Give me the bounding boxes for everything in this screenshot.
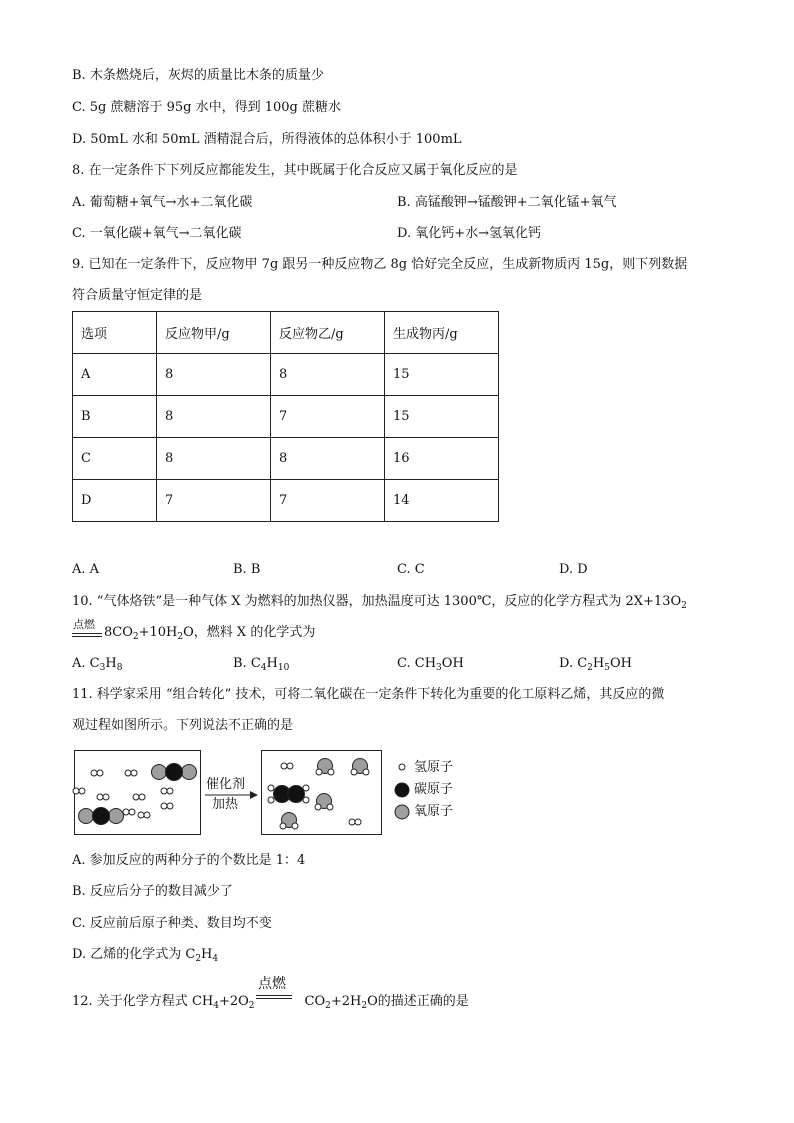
formula-part: 8CO [104, 625, 133, 640]
table-cell: C [73, 438, 157, 480]
subscript: 8 [116, 663, 123, 673]
subscript: 5 [604, 663, 610, 673]
carbon-dioxide-molecule [79, 808, 124, 825]
q8-option-b: B. 高锰酸钾→锰酸钾+二氧化锰+氧气 [397, 195, 617, 210]
formula-part: +2O [218, 994, 249, 1009]
table-cell: 7 [157, 480, 271, 522]
subscript: 2 [587, 663, 593, 673]
q9-option-b: B. B [233, 562, 261, 577]
hydrogen-molecule [161, 788, 173, 794]
table-header-cell: 反应物乙/g [271, 312, 385, 354]
table-cell: 15 [385, 354, 499, 396]
hydrogen-molecule [281, 763, 293, 769]
table-header-cell: 生成物丙/g [385, 312, 499, 354]
hydrogen-molecule [133, 794, 145, 800]
formula-part: D. C [559, 656, 588, 671]
formula-part: 12. 关于化学方程式 CH [72, 994, 214, 1009]
q9-option-c: C. C [397, 562, 425, 577]
water-molecule [351, 759, 369, 776]
hydrogen-molecule [349, 819, 361, 825]
q11-option-b: B. 反应后分子的数目减少了 [72, 884, 233, 899]
formula-part: A. C [72, 656, 100, 671]
table-cell: 8 [271, 438, 385, 480]
legend-oxygen-label: 氧原子 [414, 804, 454, 819]
water-molecule [316, 759, 334, 776]
table-cell: A [73, 354, 157, 396]
q9-option-d: D. D [559, 562, 588, 577]
formula-part: +10H [138, 625, 178, 640]
table-cell: D [73, 480, 157, 522]
subscript: 2 [177, 632, 184, 642]
formula-part: CO [304, 994, 326, 1009]
subscript: 2 [325, 1001, 331, 1011]
formula-part: H [105, 656, 117, 671]
formula-part: OH [441, 656, 464, 671]
formula-part: D. 乙烯的化学式为 C [72, 947, 196, 962]
q11-option-d [72, 946, 218, 964]
hydrogen-molecule [73, 788, 85, 794]
table-cell: B [73, 396, 157, 438]
legend-hydrogen-symbol [399, 764, 405, 770]
table-header-cell: 反应物甲/g [157, 312, 271, 354]
subscript: 2 [132, 632, 139, 642]
hydrogen-molecule [123, 809, 135, 815]
formula-part: O的描述正确的是 [367, 994, 469, 1009]
equation-bar-bottom [256, 998, 292, 999]
q7-option-b: B. 木条燃烧后，灰烬的质量比木条的质量少 [72, 68, 324, 83]
q11-option-c: C. 反应前后原子种类、数目均不变 [72, 916, 272, 931]
formula-part: O，燃料 X 的化学式为 [183, 625, 316, 640]
table-cell: 8 [157, 438, 271, 480]
heating-label: 加热 [212, 797, 239, 812]
subscript: 2 [248, 1001, 255, 1011]
q9-option-a: A. A [72, 562, 100, 577]
formula-part: H [201, 947, 213, 962]
table-cell: 15 [385, 396, 499, 438]
subscript: 4 [260, 663, 267, 673]
table-header-cell: 选项 [73, 312, 157, 354]
catalyst-label: 催化剂 [206, 777, 246, 792]
hydrogen-molecule [97, 794, 109, 800]
legend-oxygen-symbol [395, 805, 409, 819]
subscript: 10 [277, 663, 290, 673]
table-cell: 8 [157, 354, 271, 396]
legend-carbon-label: 碳原子 [414, 782, 454, 797]
legend-carbon-symbol [395, 783, 409, 797]
q8-option-a: A. 葡萄糖+氧气→水+二氧化碳 [72, 195, 253, 210]
table-cell: 8 [157, 396, 271, 438]
reaction-condition-label: 点燃 [258, 976, 286, 992]
table-cell: 7 [271, 396, 385, 438]
q8-option-d: D. 氧化钙+水→氢氧化钙 [397, 226, 542, 241]
before-reaction-box [75, 751, 201, 835]
q8-stem: 8. 在一定条件下下列反应都能发生，其中既属于化合反应又属于氧化反应的是 [72, 163, 518, 178]
q11-stem-line2: 观过程如图所示。下列说法不正确的是 [72, 718, 294, 733]
carbon-dioxide-molecule [152, 764, 197, 781]
q8-option-c: C. 一氧化碳+氧气→二氧化碳 [72, 226, 242, 241]
q9-stem-line2: 符合质量守恒定律的是 [72, 288, 203, 303]
formula-part: +2H [330, 994, 362, 1009]
subscript: 4 [213, 1001, 219, 1011]
subscript: 4 [212, 954, 219, 964]
formula-part: OH [609, 656, 632, 671]
formula-part: C. CH [397, 656, 437, 671]
q11-stem-line1: 11. 科学家采用 “组合转化” 技术，可将二氧化碳在一定条件下转化为重要的化工原料乙烯，其反应的微 [72, 687, 665, 702]
reaction-arrow-head [250, 791, 258, 799]
reaction-condition-label: 点燃 [73, 618, 95, 631]
subscript: 2 [195, 954, 202, 964]
q11-option-a: A. 参加反应的两种分子的个数比是 1：4 [72, 853, 306, 868]
q7-option-d: D. 50mL 水和 50mL 酒精混合后，所得液体的总体积小于 100mL [72, 132, 462, 147]
subscript: 3 [99, 663, 106, 673]
water-molecule [280, 813, 298, 830]
hydrogen-molecule [125, 770, 137, 776]
table-cell: 14 [385, 480, 499, 522]
subscript: 2 [681, 601, 687, 611]
hydrogen-molecule [138, 812, 150, 818]
legend-hydrogen-label: 氢原子 [414, 760, 454, 775]
q9-stem-line1: 9. 已知在一定条件下，反应物甲 7g 跟另一种反应物乙 8g 恰好完全反应，生成新物质丙 15g，则下列数据 [72, 257, 688, 272]
q7-option-c: C. 5g 蔗糖溶于 95g 水中，得到 100g 蔗糖水 [72, 100, 342, 115]
q10-stem-text: 10. “气体烙铁”是一种气体 X 为燃料的加热仪器，加热温度可达 1300℃，反应的化学方程式为 2X+13O [72, 594, 682, 609]
water-molecule [315, 794, 333, 811]
table-cell: 16 [385, 438, 499, 480]
subscript: 2 [361, 1001, 368, 1011]
hydrogen-molecule [91, 770, 103, 776]
table-cell: 8 [271, 354, 385, 396]
equation-bar-top [256, 995, 292, 996]
formula-part: H [592, 656, 605, 671]
formula-part: B. C [233, 656, 261, 671]
table-cell: 7 [271, 480, 385, 522]
formula-part: H [266, 656, 278, 671]
ethylene-molecule [268, 785, 309, 803]
hydrogen-molecule [161, 803, 173, 809]
subscript: 3 [436, 663, 442, 673]
